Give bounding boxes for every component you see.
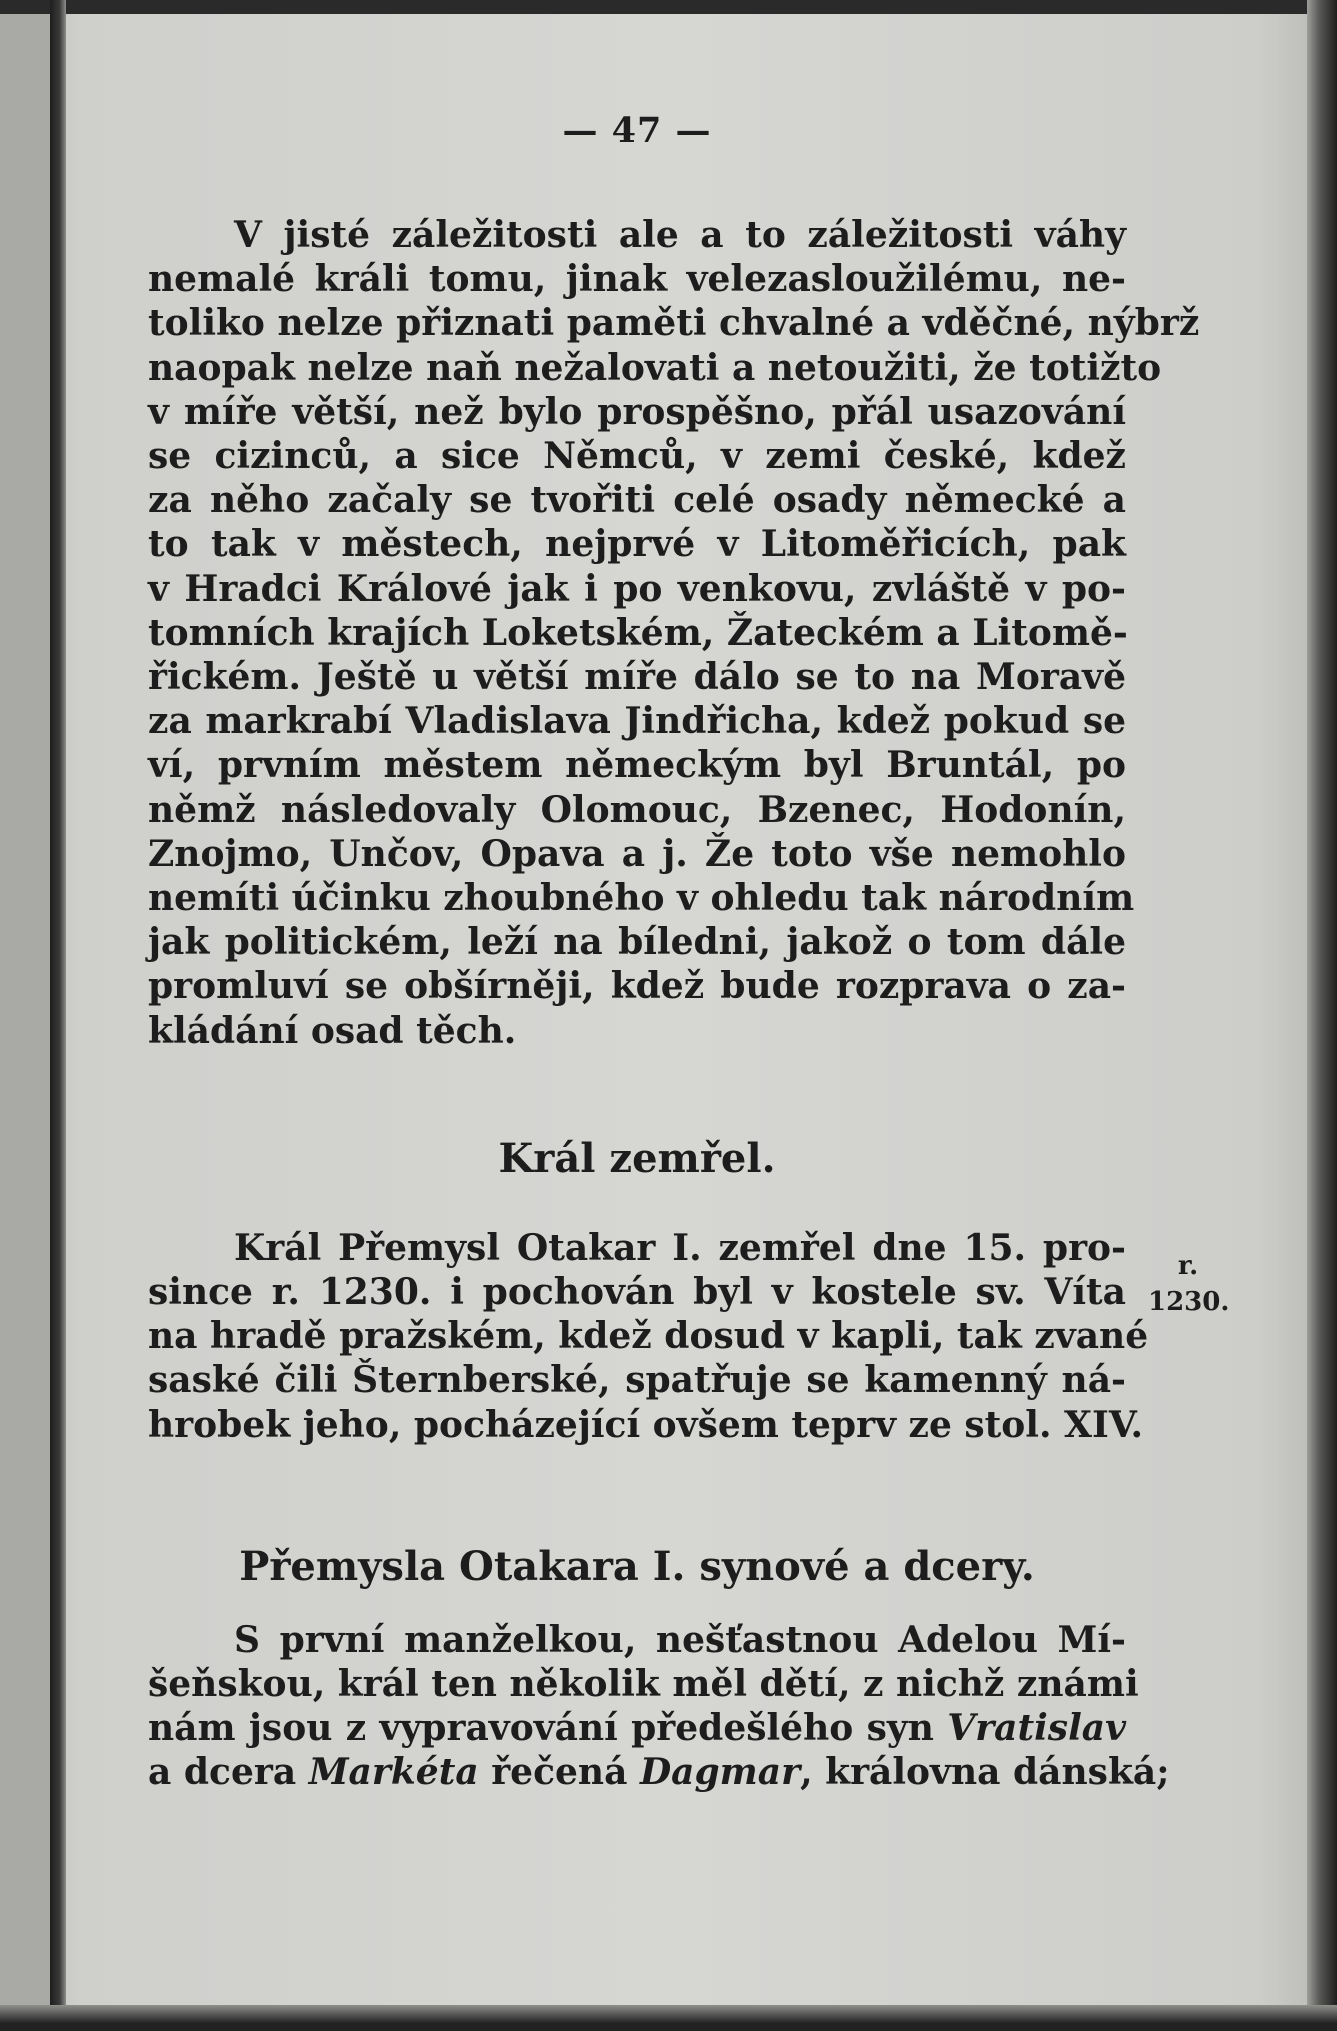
text-line: V jisté záležitosti ale a to záležitosti váhy bbox=[234, 214, 1126, 256]
paragraph-3 bbox=[148, 1618, 1170, 1795]
text-line: hrobek jeho, pocházející ovšem teprv ze stol. XIV. bbox=[148, 1403, 1143, 1446]
section-heading-children: Přemysla Otakara I. synové a dcery. bbox=[239, 1542, 1035, 1590]
text-line: naopak nelze naň nežalovati a netoužiti, že totižto bbox=[148, 346, 1162, 389]
text-line: S první manželkou, nešťastnou Adelou Mí- bbox=[234, 1618, 1126, 1661]
text-line: to tak v městech, nejprvé v Litoměřicích, pak bbox=[148, 523, 1126, 566]
text-line-with-names bbox=[148, 1750, 1170, 1794]
bottom-scan-border bbox=[0, 2005, 1337, 2031]
text-line: se cizinců, a sice Němců, v zemi české, kdež bbox=[148, 435, 1126, 478]
text-line: na hradě pražském, kdež dosud v kapli, tak zvané bbox=[148, 1315, 1149, 1358]
name-vratislav: Vratislav bbox=[947, 1707, 1126, 1750]
name-dagmar: Dagmar bbox=[639, 1751, 801, 1794]
text-line: toliko nelze přiznati paměti chvalné a vděčné, nýbrž bbox=[148, 302, 1200, 345]
text-line: v míře větší, než bylo prospěšno, přál usazování bbox=[148, 390, 1126, 433]
text-line-with-name bbox=[148, 1706, 1126, 1750]
text-line: kládání osad těch. bbox=[148, 1009, 517, 1052]
text-line: nemalé králi tomu, jinak velezasloužilému, ne- bbox=[148, 258, 1126, 301]
text-line: v Hradci Králové jak i po venkovu, zvláště v po- bbox=[148, 567, 1126, 610]
left-page-strip bbox=[0, 14, 50, 2031]
text-line: saské čili Šternberské, spatřuje se kamenný ná- bbox=[148, 1359, 1126, 1402]
margin-note-abbrev: r. bbox=[1177, 1251, 1199, 1281]
text-segment: , královna dánská; bbox=[800, 1751, 1170, 1794]
book-gutter-shadow bbox=[50, 0, 66, 2031]
text-line: jak politickém, leží na bíledni, jakož o tom dále bbox=[148, 921, 1126, 964]
text-line: řickém. Ještě u větší míře dálo se to na Moravě bbox=[148, 656, 1126, 699]
paragraph-1 bbox=[148, 213, 1200, 1053]
text-line: šeňskou, král ten několik měl dětí, z nichž známi bbox=[148, 1663, 1139, 1706]
text-line: za markrabí Vladislava Jindřicha, kdež pokud se bbox=[148, 700, 1126, 743]
text-segment: řečená bbox=[491, 1751, 628, 1794]
section-heading-king-died: Král zemřel. bbox=[498, 1134, 776, 1182]
text-segment: nám jsou z vypravování předešlého syn bbox=[148, 1707, 934, 1750]
name-marketa: Markéta bbox=[308, 1751, 479, 1794]
text-line: promluví se obšírněji, kdež bude rozprava o za- bbox=[148, 965, 1126, 1008]
page-number: — 47 — bbox=[562, 110, 712, 151]
text-line: Znojmo, Unčov, Opava a j. Že toto vše nemohlo bbox=[148, 832, 1126, 875]
text-line: tomních krajích Loketském, Žateckém a Litomě- bbox=[148, 611, 1128, 654]
right-scan-border bbox=[1307, 0, 1337, 2031]
text-line: nemíti účinku zhoubného v ohledu tak národním bbox=[148, 877, 1135, 920]
text-line: ví, prvním městem německým byl Bruntál, po bbox=[148, 744, 1126, 787]
margin-note-number: 1230. bbox=[1148, 1287, 1230, 1317]
margin-note-year bbox=[1148, 1248, 1228, 1320]
paragraph-2 bbox=[148, 1226, 1149, 1447]
top-scan-border bbox=[0, 0, 1337, 14]
text-line: za něho začaly se tvořiti celé osady německé a bbox=[148, 479, 1126, 522]
text-segment: a dcera bbox=[148, 1751, 297, 1794]
text-line: since r. 1230. i pochován byl v kostele sv. Víta bbox=[148, 1271, 1126, 1314]
text-line: němž následovaly Olomouc, Bzenec, Hodonín, bbox=[148, 788, 1126, 831]
text-line: Král Přemysl Otakar I. zemřel dne 15. pro- bbox=[234, 1226, 1126, 1269]
page-content bbox=[148, 105, 1200, 1795]
